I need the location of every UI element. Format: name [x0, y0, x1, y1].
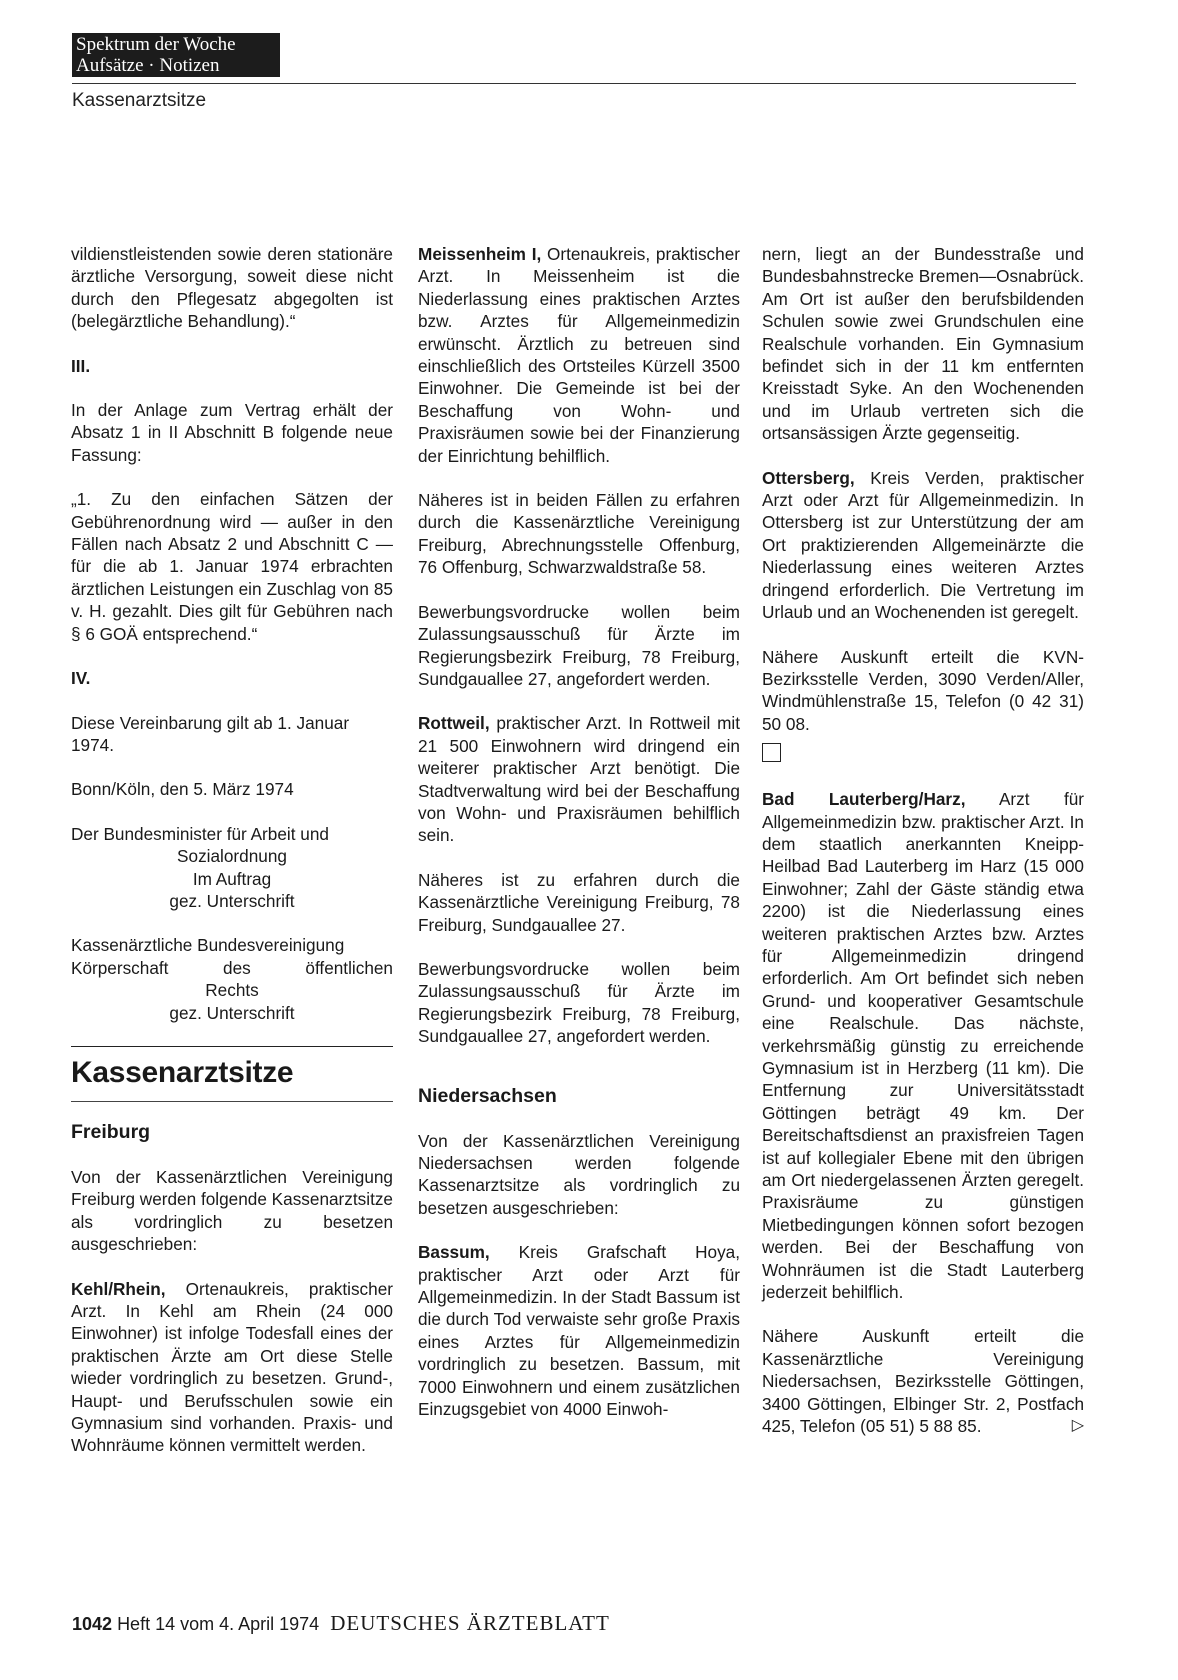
- signature-line: Rechts: [205, 980, 259, 1001]
- listing-bassum: [418, 1241, 740, 1420]
- masthead-line-2: Aufsätze · Notizen: [76, 55, 220, 76]
- place-name: Rottweil,: [418, 713, 490, 734]
- listing-text: praktischer Arzt. In Rottweil mit 21 500 Einwohnern wird dringend ein weiterer praktischer Arzt benötigt. Die Stadtverwaltung wird bei der Beschaffung von Wohn- und Praxisräumen behilflich sein.: [418, 713, 740, 846]
- signature-line: Der Bundesminister für Arbeit und: [71, 823, 329, 844]
- paragraph: Bewerbungsvordrucke wollen beim Zulassungsausschuß für Ärzte im Regierungsbezirk Freiburg, 78 Freiburg, Sundgauallee 27, angefordert werden.: [418, 601, 740, 689]
- signature-line: Körperschaft des öffentlichen: [71, 957, 393, 978]
- paragraph: Von der Kassenärztlichen Vereinigung Niedersachsen werden folgende Kassenarztsitze als vordringlich zu besetzen ausgeschrieben:: [418, 1130, 740, 1218]
- page-number: 1042: [72, 1614, 113, 1634]
- paragraph: In der Anlage zum Vertrag erhält der Absatz 1 in II Abschnitt B folgende neue Fassung:: [71, 400, 393, 465]
- paragraph: vildienstleistenden sowie deren stationäre ärztliche Versorgung, soweit diese nicht durch den Pflegesatz abgegolten ist (belegärztliche Behandlung).“: [71, 244, 393, 332]
- header-rule: [72, 83, 1076, 84]
- column-3: [762, 243, 1084, 1460]
- listing-kehl: [71, 1278, 393, 1457]
- section-rule-top: [71, 1046, 393, 1047]
- listing-ottersberg: [762, 467, 1084, 624]
- running-head: Kassenarztsitze: [72, 90, 207, 111]
- signature-block-kbv: [71, 934, 393, 1024]
- subheading-freiburg: Freiburg: [71, 1120, 151, 1143]
- contact-text: Nähere Auskunft erteilt die Kassenärztliche Vereinigung Niedersachsen, Bezirksstelle Göttingen, 3400 Göttingen, Elbinger Str. 2, Postfach 425, Telefon (05 51) 5 88 85.: [762, 1326, 1084, 1437]
- signature-line: Kassenärztliche Bundesvereinigung: [71, 935, 345, 956]
- date-line: Bonn/Köln, den 5. März 1974: [71, 779, 294, 800]
- subheading-niedersachsen: Niedersachsen: [418, 1084, 557, 1107]
- continue-arrow-icon: ▷: [1071, 1417, 1084, 1435]
- column-2: [418, 243, 740, 1420]
- paragraph: Nähere Auskunft erteilt die KVN-Bezirksstelle Verden, 3090 Verden/Aller, Windmühlenstraße 15, Telefon (0 42 31) 50 08.: [762, 646, 1084, 734]
- separator-box-icon: [762, 743, 781, 762]
- section-rule-bottom: [71, 1101, 393, 1102]
- section-masthead: [72, 33, 280, 77]
- paragraph: Diese Vereinbarung gilt ab 1. Januar 1974.: [71, 712, 350, 755]
- signature-line: Sozialordnung: [177, 846, 287, 867]
- listing-text: Ortenaukreis, praktischer Arzt. In Kehl am Rhein (24 000 Einwohner) ist infolge Todesfall eines der praktischen Ärzte am Ort diese Stelle wieder vordringlich zu besetzen. Grund-, Haupt- und Berufsschulen sowie ein Gymnasium sind vorhanden. Praxis- und Wohnräume können vermittelt werden.: [71, 1278, 393, 1456]
- place-name: Meissenheim I,: [418, 244, 542, 264]
- place-name: Bassum,: [418, 1242, 490, 1263]
- place-name: Ottersberg,: [762, 467, 855, 488]
- listing-text: Ortenaukreis, praktischer Arzt. In Meissenheim ist die Niederlassung eines praktischen Arztes bzw. Arztes für Allgemeinmedizin erwünscht. Ärztlich zu betreuen sind einschließlich des Ortsteiles Kürzell 3500 Einwohner. Die Gemeinde ist bei der Beschaffung von Wohn- und Praxisräumen sowie bei der Finanzierung der Einrichtung behilflich.: [418, 244, 740, 466]
- section-number: IV.: [71, 668, 91, 689]
- section-number: III.: [71, 355, 91, 376]
- paragraph: nern, liegt an der Bundesstraße und Bundesbahnstrecke Bremen—Osnabrück. Am Ort ist außer den berufsbildenden Schulen sowie zwei Grundschulen eine Realschule vorhanden. Ein Gymnasium befindet sich in der 11 km entfernten Kreisstadt Syke. An den Wochenenden und im Urlaub vertreten sich die ortsansässigen Ärzte gegenseitig.: [762, 244, 1084, 444]
- listing-text: Arzt für Allgemeinmedizin bzw. praktischer Arzt. In dem staatlich anerkannten Kneipp-Heilbad Bad Lauterberg im Harz (15 000 Einwohner; Zahl der Gäste ständig etwa 2200) ist die Niederlassung eines weiteren praktischen Arztes bzw. Arztes für Allgemeinmedizin dringend erforderlich. Am Ort befindet sich neben Grund- und kooperativer Gesamtschule eine Realschule. Das nächste, verkehrsmäßig günstig zu erreichende Gymnasium ist in Herzberg (11 km). Die Entfernung zur Universitätsstadt Göttingen beträgt 49 km. Der Bereitschaftsdienst an praxisfreien Tagen ist auf kollegialer Ebene mit den übrigen am Ort niedergelassenen Ärzten geregelt. Praxisräume zu günstigen Mietbedingungen können sofort bezogen werden. Bei der Beschaffung von Wohnräumen ist die Stadt Lauterberg jederzeit behilflich.: [762, 789, 1085, 1303]
- signature-block-ministry: [71, 823, 393, 913]
- paragraph: Näheres ist in beiden Fällen zu erfahren durch die Kassenärztliche Vereinigung Freiburg, Abrechnungsstelle Offenburg, 76 Offenburg, Schwarzwaldstraße 58.: [418, 490, 740, 578]
- journal-name: DEUTSCHES ÄRZTEBLATT: [330, 1611, 610, 1635]
- listing-bad-lauterberg: [762, 788, 1084, 1303]
- column-1: [71, 243, 393, 1479]
- masthead-line-1: Spektrum der Woche: [76, 34, 236, 55]
- page-footer: [72, 1611, 610, 1636]
- listing-meissenheim: [418, 243, 740, 467]
- listing-text: Kreis Verden, praktischer Arzt oder Arzt für Allgemeinmedizin. In Ottersberg ist zur Unterstützung der am Ort praktizierenden Allgemeinärzte die Niederlassung eines weiteren Arztes dringend erforderlich. Die Vertretung im Urlaub und an Wochenenden ist geregelt.: [762, 467, 1084, 623]
- paragraph: [762, 1325, 1084, 1437]
- place-name: Kehl/Rhein,: [71, 1278, 166, 1299]
- paragraph: „1. Zu den einfachen Sätzen der Gebührenordnung wird — außer in den Fällen nach Absatz 2 und Abschnitt C — für die ab 1. Januar 1974 erbrachten ärztlichen Leistungen ein Zuschlag von 85 v. H. gezahlt. Dies gilt für Gebühren nach § 6 GOÄ entsprechend.“: [71, 489, 393, 644]
- place-name: Bad Lauterberg/Harz,: [762, 789, 966, 810]
- listing-rottweil: [418, 712, 740, 846]
- issue-info: Heft 14 vom 4. April 1974: [117, 1614, 320, 1634]
- paragraph: Näheres ist zu erfahren durch die Kassenärztliche Vereinigung Freiburg, 78 Freiburg, Sundgauallee 27.: [418, 869, 740, 935]
- listing-text: Kreis Grafschaft Hoya, praktischer Arzt oder Arzt für Allgemeinmedizin. In der Stadt Bassum ist die durch Tod verwaiste sehr große Praxis eines Arztes für Allgemeinmedizin vordringlich zu besetzen. Bassum, mit 7000 Einwohnern und einem zusätzlichen Einzugsgebiet von 4000 Einwoh-: [418, 1242, 740, 1420]
- paragraph: Bewerbungsvordrucke wollen beim Zulassungsausschuß für Ärzte im Regierungsbezirk Freiburg, 78 Freiburg, Sundgauallee 27, angefordert werden.: [418, 958, 740, 1047]
- paragraph: Von der Kassenärztlichen Vereinigung Freiburg werden folgende Kassenarztsitze als vordringlich zu besetzen ausgeschrieben:: [71, 1166, 393, 1255]
- section-title: Kassenarztsitze: [71, 1055, 294, 1089]
- signature-line: gez. Unterschrift: [169, 890, 295, 911]
- signature-line: Im Auftrag: [192, 868, 272, 889]
- signature-line: gez. Unterschrift: [169, 1002, 295, 1023]
